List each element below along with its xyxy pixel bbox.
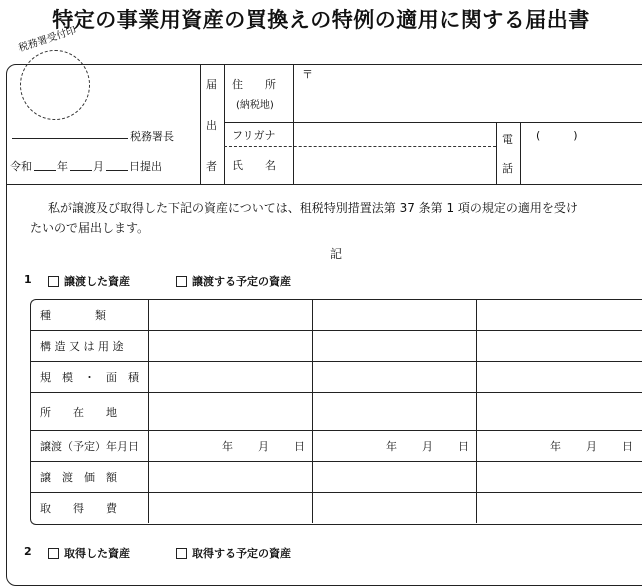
table-row-label: 取 得 費: [40, 502, 117, 515]
phone-char-1: 電: [502, 133, 513, 146]
declaration-text-line1: 私が譲渡及び取得した下記の資産については、租税特別措置法第 37 条第 1 項の規定の適用を受け: [48, 201, 578, 215]
office-suffix: 税務署長: [130, 130, 174, 143]
furigana-divider: [224, 146, 496, 147]
postal-mark: 〒: [302, 68, 313, 81]
section2-number: 2: [24, 545, 32, 558]
section2-option-planned-label: 取得する予定の資産: [192, 547, 291, 560]
section2-option-planned[interactable]: [176, 545, 291, 561]
date-month-text: 月: [258, 440, 269, 453]
receipt-stamp-label: 税務署受付印: [17, 25, 78, 55]
section1-option-planned-checkbox[interactable]: [176, 276, 187, 287]
date-month-label: 月: [93, 160, 104, 173]
date-month-line[interactable]: [70, 170, 92, 171]
date-day-text: 日: [294, 440, 305, 453]
address-field[interactable]: [320, 66, 630, 120]
date-year-line[interactable]: [34, 170, 56, 171]
date-year-text: 年: [550, 440, 561, 453]
receipt-stamp-circle: [20, 50, 90, 120]
submitter-char-1: 届: [206, 78, 217, 91]
name-label: 氏 名: [232, 159, 276, 172]
date-day-line[interactable]: [106, 170, 128, 171]
office-name-line: [12, 138, 128, 139]
phone-area-code[interactable]: ( ): [536, 129, 578, 142]
section1-option-sold-checkbox[interactable]: [48, 276, 59, 287]
furigana-label: フリガナ: [232, 129, 276, 142]
section2-option-acquired-label: 取得した資産: [64, 547, 130, 560]
date-year-text: 年: [222, 440, 233, 453]
name-field[interactable]: [296, 150, 494, 182]
submitter-char-3: 者: [206, 160, 217, 173]
submitter-char-2: 出: [206, 119, 217, 132]
table-row-label: 規 模 ・ 面 積: [40, 371, 139, 384]
section2-option-acquired[interactable]: [48, 545, 130, 561]
page-title: 特定の事業用資産の買換えの特例の適用に関する届出書: [52, 8, 590, 32]
section1-option-planned-label: 譲渡する予定の資産: [192, 275, 291, 288]
date-day-label: 日提出: [129, 160, 162, 173]
table-row-label: 譲渡（予定）年月日: [40, 440, 139, 453]
declaration-text-line2: たいので届出します。: [30, 221, 150, 235]
section1-option-planned[interactable]: [176, 273, 291, 289]
address-sub-label: (納税地): [236, 100, 274, 111]
date-day-text: 日: [622, 440, 633, 453]
section2-option-acquired-checkbox[interactable]: [48, 548, 59, 559]
date-year-label: 年: [57, 160, 68, 173]
date-month-text: 月: [586, 440, 597, 453]
section1-option-sold[interactable]: [48, 273, 130, 289]
section1-number: 1: [24, 273, 32, 286]
table-row-label: 所 在 地: [40, 406, 117, 419]
date-reiwa: 令和: [10, 160, 32, 173]
furigana-field[interactable]: [296, 124, 494, 144]
date-year-text: 年: [386, 440, 397, 453]
phone-char-2: 話: [502, 162, 513, 175]
table-row-label: 譲 渡 価 額: [40, 471, 117, 484]
section1-option-sold-label: 譲渡した資産: [64, 275, 130, 288]
ki-heading: 記: [330, 247, 343, 261]
date-month-text: 月: [422, 440, 433, 453]
table-row-label: 構 造 又 は 用 途: [40, 340, 124, 353]
date-day-text: 日: [458, 440, 469, 453]
section2-option-planned-checkbox[interactable]: [176, 548, 187, 559]
table-row-label: 種 類: [40, 309, 106, 322]
address-label: 住 所: [232, 78, 276, 91]
